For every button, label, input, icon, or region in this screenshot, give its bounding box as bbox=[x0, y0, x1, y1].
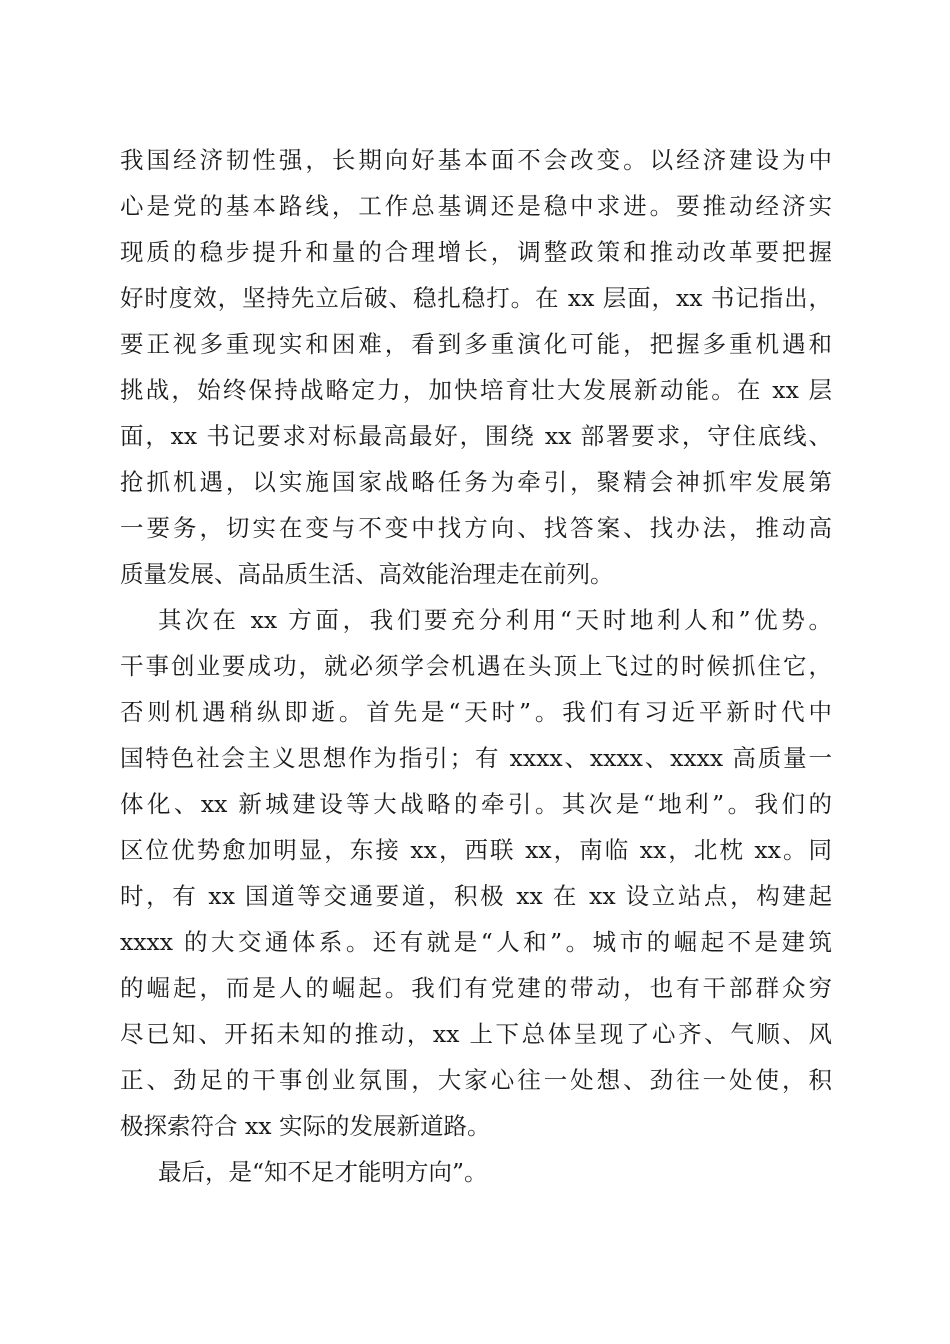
paragraph-line: 尽已知、开拓未知的推动，xx 上下总体呈现了心齐、气顺、风 bbox=[120, 1020, 832, 1048]
paragraph-line: 最后，是“知不足才能明方向”。 bbox=[158, 1158, 488, 1186]
paragraph-line: xxxx 的大交通体系。还有就是“人和”。城市的崛起不是建筑 bbox=[120, 928, 832, 956]
paragraph-line: 挑战，始终保持战略定力，加快培育壮大发展新动能。在 xx 层 bbox=[120, 376, 832, 404]
paragraph-line: 的崛起，而是人的崛起。我们有党建的带动，也有干部群众穷 bbox=[120, 974, 832, 1002]
paragraph-line: 我国经济韧性强，长期向好基本面不会改变。以经济建设为中 bbox=[120, 146, 832, 174]
paragraph-line: 正、劲足的干事创业氛围，大家心往一处想、劲往一处使，积 bbox=[120, 1066, 832, 1094]
paragraph-line: 要正视多重现实和困难，看到多重演化可能，把握多重机遇和 bbox=[120, 330, 832, 358]
paragraph-line: 干事创业要成功，就必须学会机遇在头顶上飞过的时候抓住它， bbox=[120, 652, 832, 680]
paragraph-line: 心是党的基本路线，工作总基调还是稳中求进。要推动经济实 bbox=[120, 192, 832, 220]
paragraph-line: 抢抓机遇，以实施国家战略任务为牵引，聚精会神抓牢发展第 bbox=[120, 468, 832, 496]
paragraph-line: 好时度效，坚持先立后破、稳扎稳打。在 xx 层面，xx 书记指出， bbox=[120, 284, 832, 312]
paragraph-line: 区位优势愈加明显，东接 xx，西联 xx，南临 xx，北枕 xx。同 bbox=[120, 836, 832, 864]
paragraph-line: 时，有 xx 国道等交通要道，积极 xx 在 xx 设立站点，构建起 bbox=[120, 882, 832, 910]
paragraph-line: 体化、xx 新城建设等大战略的牵引。其次是“地利”。我们的 bbox=[120, 790, 832, 818]
paragraph-line: 否则机遇稍纵即逝。首先是“天时”。我们有习近平新时代中 bbox=[120, 698, 832, 726]
paragraph-line: 一要务，切实在变与不变中找方向、找答案、找办法，推动高 bbox=[120, 514, 832, 542]
paragraph-line: 质量发展、高品质生活、高效能治理走在前列。 bbox=[120, 560, 614, 588]
paragraph-line: 极探索符合 xx 实际的发展新道路。 bbox=[120, 1112, 491, 1140]
paragraph-line: 其次在 xx 方面，我们要充分利用“天时地利人和”优势。 bbox=[158, 606, 832, 634]
paragraph-line: 国特色社会主义思想作为指引；有 xxxx、xxxx、xxxx 高质量一 bbox=[120, 744, 832, 772]
paragraph-line: 现质的稳步提升和量的合理增长，调整政策和推动改革要把握 bbox=[120, 238, 832, 266]
paragraph-line: 面，xx 书记要求对标最高最好，围绕 xx 部署要求，守住底线、 bbox=[120, 422, 832, 450]
